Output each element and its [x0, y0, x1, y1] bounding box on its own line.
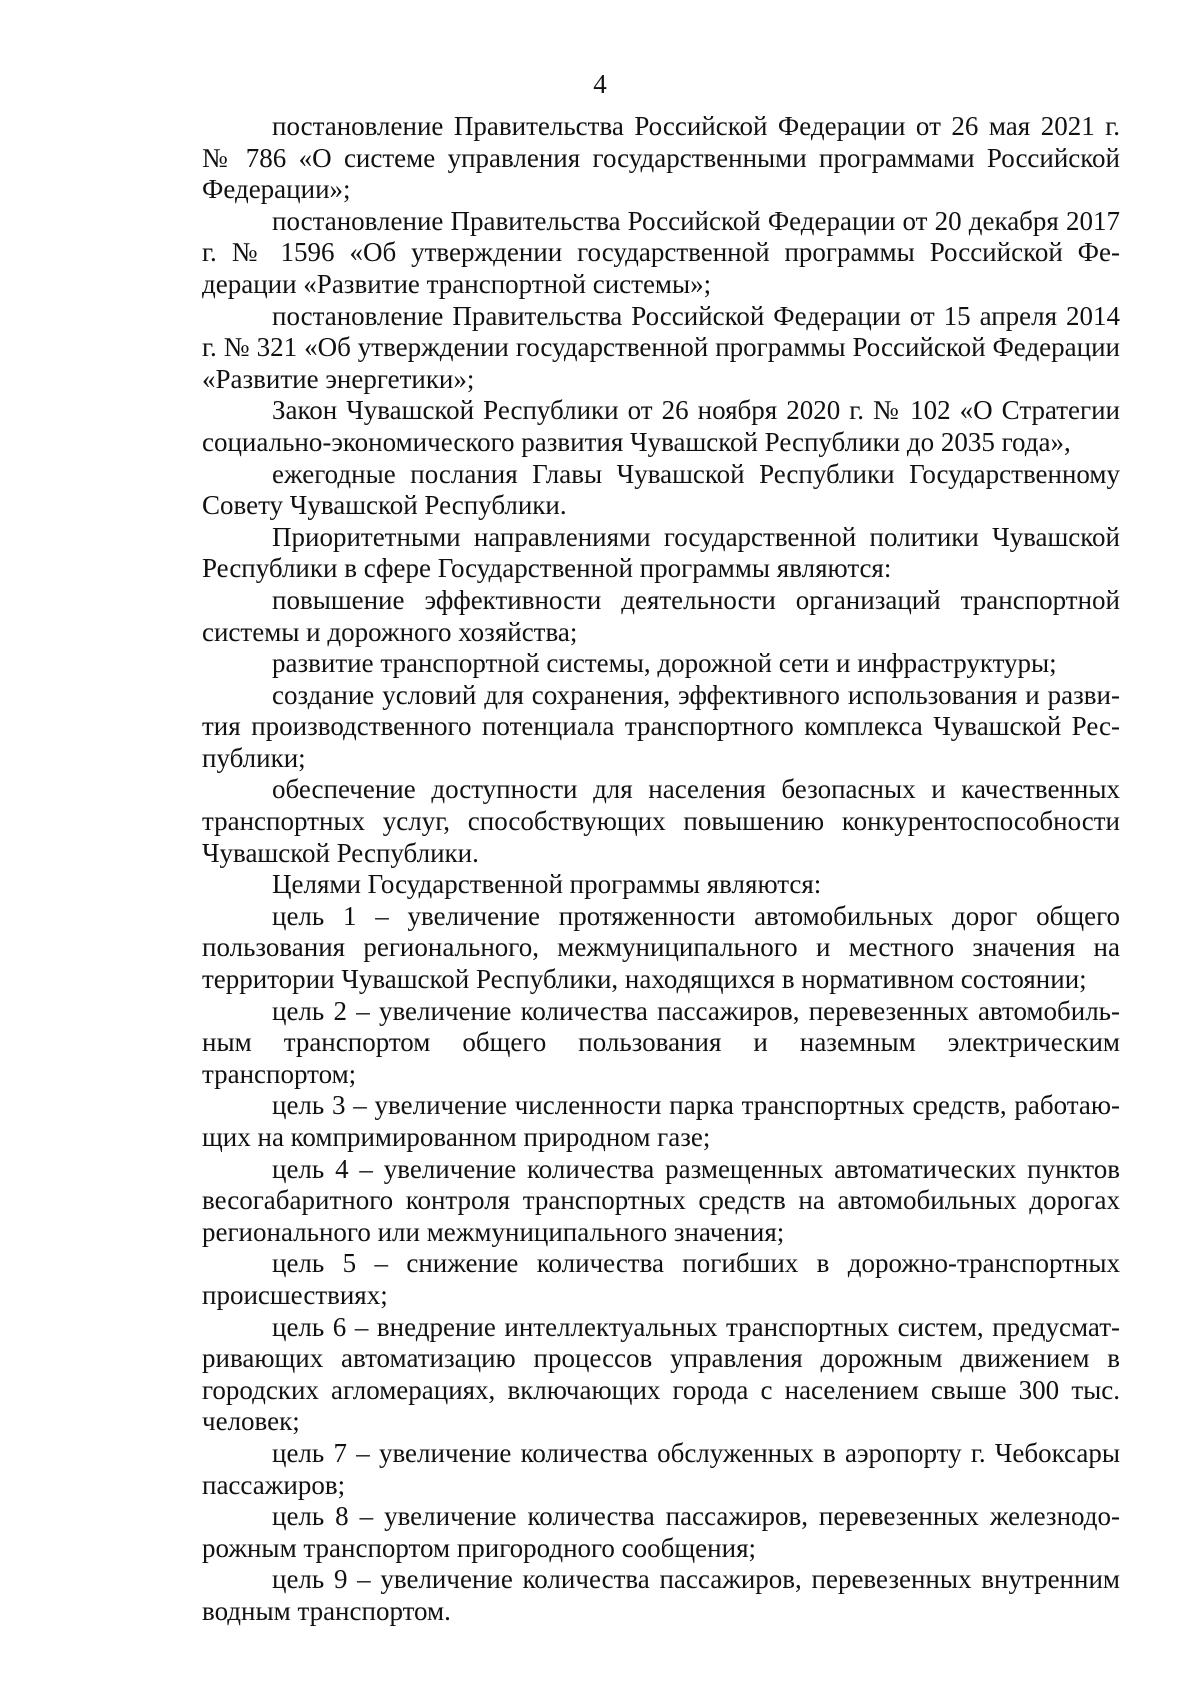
paragraph-goals-heading: Целями Государственной программы являются:: [272, 869, 822, 900]
paragraph-decree-321: постановление Правительства Российской Федерации от 15 апреля 2014 г. № 321 «Об утверждении государственной программы Российской Федерации «Развитие энергетики»;: [202, 300, 1120, 394]
paragraph-priority-directions: Приоритетными направлениями государственной политики Чувашской Республики в сфере Государственной программы являются:: [202, 521, 1120, 584]
paragraph-goal-7: цель 7 – увеличение количества обслуженных в аэропорту г. Чебоксары пассажиров;: [202, 1437, 1120, 1500]
paragraph-decree-786: постановление Правительства Российской Федерации от 26 мая 2021 г. № 786 «О системе управления государственными программами Российской Федерации»;: [202, 111, 1120, 205]
paragraph-goal-2: цель 2 – увеличение количества пассажиров, перевезенных автомобильным транспортом общего пользования и наземным электрическим транспортом;: [202, 995, 1120, 1089]
paragraph-goal-5: цель 5 – снижение количества погибших в дорожно-транспортных происшествиях;: [202, 1248, 1120, 1310]
paragraph-goal-9: цель 9 – увеличение количества пассажиров, перевезенных внутренним водным транспортом.: [202, 1564, 1120, 1626]
paragraph-law-102: Закон Чувашской Республики от 26 ноября 2020 г. № 102 «О Стратегии социально-экономического развития Чувашской Республики до 2035 года»,: [202, 395, 1120, 457]
paragraph-priority-potential: создание условий для сохранения, эффективного использования и развития производственного потенциала транспортного комплекса Чувашской Республики;: [202, 679, 1120, 773]
paragraph-goal-3: цель 3 – увеличение численности парка транспортных средств, работающих на компримированном природном газе;: [202, 1090, 1120, 1152]
paragraph-annual-addresses: ежегодные послания Главы Чувашской Республики Государственному Совету Чувашской Республики.: [202, 458, 1120, 521]
page-number: 4: [593, 69, 607, 99]
paragraph-goal-1: цель 1 – увеличение протяженности автомобильных дорог общего пользования регионального, межмуниципального и местного значения на территории Чувашской Республики, находящихся в нормативном состоянии;: [202, 900, 1120, 995]
paragraph-goal-4: цель 4 – увеличение количества размещенных автоматических пунктов весогабаритного контроля транспортных средств на автомобильных дорогах регионального или межмуниципального значения;: [202, 1153, 1120, 1247]
document-body: [202, 111, 1120, 1628]
paragraph-decree-1596: постановление Правительства Российской Федерации от 20 декабря 2017 г. № 1596 «Об утверждении государственной программы Российской Федерации «Развитие транспортной системы»;: [202, 205, 1120, 299]
paragraph-goal-6: цель 6 – внедрение интеллектуальных транспортных систем, предусматривающих автоматизацию процессов управления дорожным движением в городских агломерациях, включающих города с населением свыше 300 тыс. человек;: [202, 1311, 1120, 1437]
paragraph-priority-development: развитие транспортной системы, дорожной сети и инфраструктуры;: [272, 648, 1057, 679]
paragraph-goal-8: цель 8 – увеличение количества пассажиров, перевезенных железнодорожным транспортом пригородного сообщения;: [202, 1501, 1120, 1563]
paragraph-priority-efficiency: повышение эффективности деятельности организаций транспортной системы и дорожного хозяйства;: [202, 584, 1120, 647]
paragraph-priority-accessibility: обеспечение доступности для населения безопасных и качественных транспортных услуг, способствующих повышению конкурентоспособности Чувашской Республики.: [202, 774, 1120, 868]
